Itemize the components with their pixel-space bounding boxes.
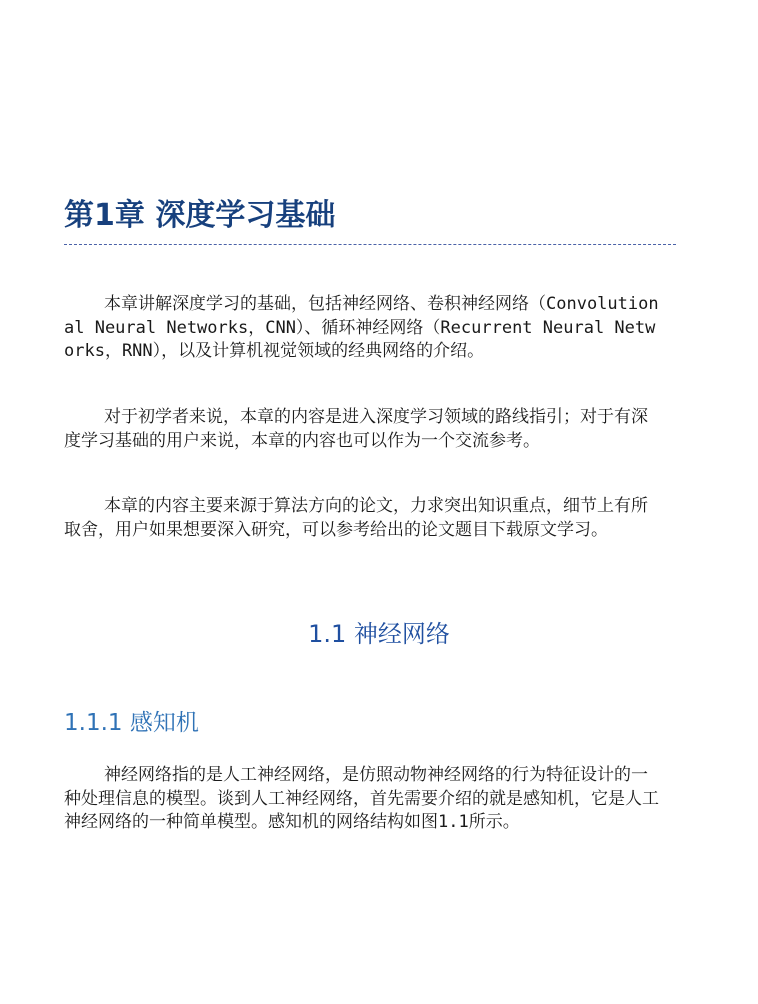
- chapter-title: 第1章 深度学习基础: [64, 198, 336, 233]
- intro-paragraph-3: 本章的内容主要来源于算法方向的论文，力求突出知识重点，细节上有所取舍，用户如果想要深入研究，可以参考给出的论文题目下载原文学习。: [64, 496, 648, 540]
- subsection-title: 1.1.1 感知机: [64, 710, 199, 736]
- chapter-title-divider: [64, 244, 676, 245]
- intro-paragraph-2: 对于初学者来说，本章的内容是进入深度学习领域的路线指引；对于有深度学习基础的用户来说，本章的内容也可以作为一个交流参考。: [64, 407, 648, 451]
- subsection-paragraph: 神经网络指的是人工神经网络，是仿照动物神经网络的行为特征设计的一种处理信息的模型。谈到人工神经网络，首先需要介绍的就是感知机，它是人工神经网络的一种简单模型。感知机的网络结构如图1.1所示。: [64, 765, 659, 832]
- intro-paragraph-1: 本章讲解深度学习的基础，包括神经网络、卷积神经网络（Convolutional Neural Networks，CNN）、循环神经网络（Recurrent Neural Networks，RNN），以及计算机视觉领域的经典网络的介绍。: [64, 294, 659, 361]
- section-title: 1.1 神经网络: [308, 620, 450, 648]
